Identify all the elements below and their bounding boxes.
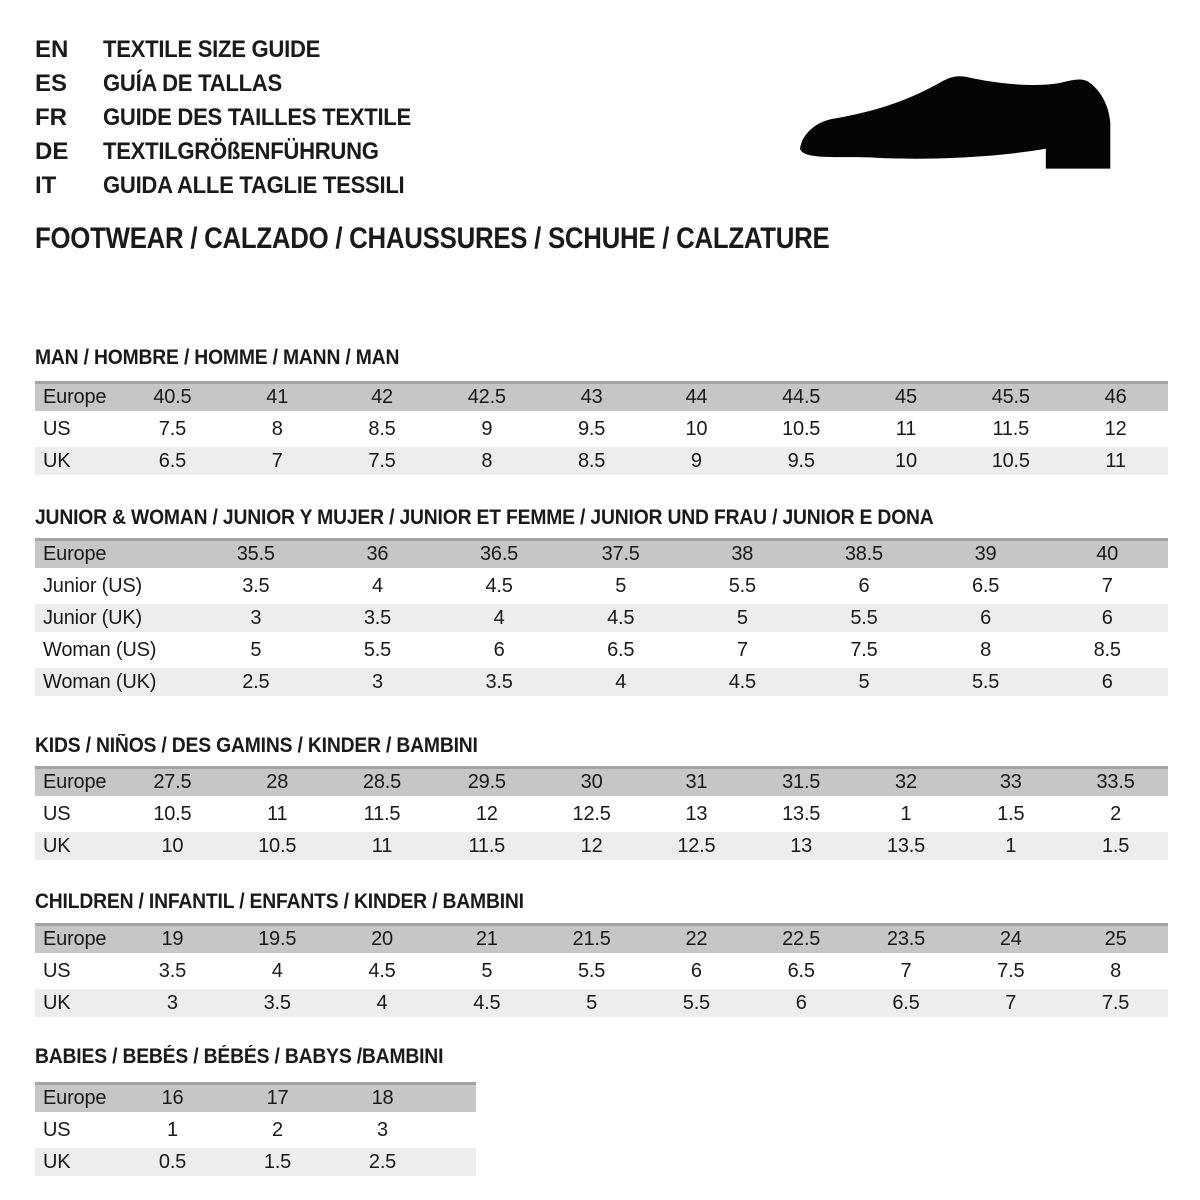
lang-code: ES [35,70,68,97]
size-value: 10.5 [258,834,297,857]
size-value: 8 [271,417,283,440]
size-value: 5 [481,959,493,982]
size-value: 45 [895,386,917,408]
size-value: 36 [366,543,389,565]
size-value: 11 [1105,449,1126,472]
size-value: 38.5 [844,543,883,565]
size-value: 37.5 [601,543,640,565]
size-value: 6 [493,638,505,661]
size-value: 6.5 [787,959,815,982]
size-value: 10 [161,834,184,857]
guide-title-de: TEXTILGRÖßENFÜHRUNG [103,138,379,165]
row-label: Europe [43,386,107,408]
size-value: 1 [900,802,912,825]
size-value: 5.5 [728,574,756,597]
size-value: 3 [166,991,178,1014]
size-value: 13.5 [886,834,926,857]
size-value: 9 [690,449,702,472]
size-value: 38 [731,543,754,565]
size-row-us [35,800,1168,828]
size-value: 7.5 [158,417,186,440]
size-value: 2 [272,1118,283,1141]
size-value: 5 [858,670,870,693]
size-value: 7 [1005,991,1017,1014]
shoe-icon [792,60,1144,192]
size-value: 6.5 [158,449,186,472]
row-label: Europe [43,771,107,793]
size-value: 22 [685,928,708,950]
size-value: 11.5 [992,417,1030,440]
size-value: 4 [615,670,627,693]
lang-row-fr [35,101,438,135]
size-value: 8 [481,449,493,472]
size-row-woman-uk [35,668,1168,696]
size-value: 27.5 [153,771,192,793]
size-value: 11.5 [468,834,506,857]
size-value: 10 [895,449,917,472]
row-label: UK [43,991,71,1014]
size-value: 1 [167,1118,178,1141]
size-value: 29.5 [467,771,506,793]
size-value: 46 [1104,386,1127,408]
language-title-block [35,33,438,203]
size-value: 12.5 [572,802,611,825]
size-value: 18 [371,1087,394,1109]
size-value: 6 [980,606,992,629]
size-value: 4 [371,574,383,597]
row-label: UK [43,1150,71,1173]
size-value: 30 [580,771,603,793]
size-row-junior-uk [35,604,1168,632]
row-label: US [43,802,71,825]
size-value: 5.5 [850,606,878,629]
size-value: 45.5 [991,386,1030,408]
size-row-junior-us [35,572,1168,600]
size-value: 22.5 [782,928,821,950]
size-value: 13 [790,834,813,857]
size-row-uk [35,447,1168,475]
size-value: 12.5 [677,834,716,857]
size-value: 4.5 [485,574,513,597]
size-value: 7 [271,449,283,472]
guide-title-fr: GUIDE DES TAILLES TEXTILE [103,104,411,131]
row-label: US [43,1118,71,1141]
size-value: 6 [1101,670,1113,693]
size-value: 10.5 [782,417,821,440]
size-row-us [35,957,1168,985]
size-value: 3.5 [242,574,270,597]
row-label: Woman (UK) [43,670,157,693]
size-value: 33 [999,771,1022,793]
size-value: 35.5 [236,543,275,565]
size-value: 17 [266,1087,289,1109]
size-value: 0.5 [158,1150,187,1173]
size-value: 7.5 [368,449,396,472]
lang-code: DE [35,138,69,165]
section-title-babies: BABIES / BEBÉS / BÉBÉS / BABYS /BAMBINI [35,1045,444,1068]
size-value: 24 [999,928,1022,950]
size-value: 3 [371,670,383,693]
size-value: 6 [1101,606,1113,629]
row-label: Europe [43,928,107,950]
size-value: 5 [736,606,748,629]
size-value: 12 [475,802,498,825]
guide-title-it: GUIDA ALLE TAGLIE TESSILI [103,172,405,199]
guide-title-es: GUÍA DE TALLAS [103,70,282,97]
row-label: UK [43,834,71,857]
size-value: 3.5 [485,670,513,693]
size-row-us [35,1116,476,1144]
size-value: 32 [895,771,917,793]
size-value: 7 [900,959,912,982]
size-table-kids [35,766,1168,860]
size-value: 5.5 [363,638,392,661]
size-value: 4.5 [607,606,635,629]
row-label: Europe [43,543,107,565]
size-table-children [35,923,1168,1017]
size-value: 33.5 [1096,771,1135,793]
row-label: US [43,417,71,440]
size-value: 11 [267,802,288,825]
size-value: 5.5 [682,991,710,1014]
size-value: 28 [266,771,289,793]
size-value: 5 [250,638,262,661]
size-value: 6.5 [892,991,920,1014]
size-value: 16 [161,1087,184,1109]
size-value: 5.5 [577,959,606,982]
size-row-europe [35,923,1168,953]
size-value: 8 [1110,959,1122,982]
row-label: Woman (US) [43,638,157,661]
size-value: 4.5 [368,959,396,982]
size-value: 1 [1005,834,1017,857]
lang-code: IT [35,172,57,199]
category-title: FOOTWEAR / CALZADO / CHAUSSURES / SCHUHE / CALZATURE [35,222,830,255]
size-value: 2.5 [242,670,270,693]
size-value: 10 [685,417,708,440]
size-value: 4 [493,606,505,629]
size-value: 3 [377,1118,388,1141]
size-value: 36.5 [479,543,519,565]
size-value: 10.5 [991,449,1030,472]
size-value: 23.5 [886,928,926,950]
size-value: 31.5 [782,771,821,793]
section-title-man: MAN / HOMBRE / HOMME / MANN / MAN [35,346,400,369]
size-row-europe [35,766,1168,796]
size-value: 13 [685,802,708,825]
size-value: 4 [271,959,283,982]
size-value: 9.5 [787,449,815,472]
size-value: 25 [1104,928,1127,950]
size-row-us [35,415,1168,443]
size-table-babies [35,1082,476,1176]
lang-row-en [35,33,438,67]
row-label: Junior (US) [43,574,142,597]
size-value: 20 [371,928,393,950]
size-value: 5 [615,574,627,597]
size-value: 2.5 [368,1150,397,1173]
size-table-junior-woman [35,538,1168,696]
size-value: 11 [371,834,393,857]
size-value: 8 [980,638,992,661]
size-value: 19 [161,928,184,950]
size-value: 1.5 [263,1150,292,1173]
size-value: 44 [685,386,708,408]
size-value: 6 [858,574,870,597]
section-title-junior-woman: JUNIOR & WOMAN / JUNIOR Y MUJER / JUNIOR ET FEMME / JUNIOR UND FRAU / JUNIOR E DONA [35,506,934,529]
size-value: 42 [371,386,393,408]
size-row-europe [35,1082,476,1112]
section-title-kids: KIDS / NIÑOS / DES GAMINS / KINDER / BAMBINI [35,734,478,757]
size-value: 4.5 [728,670,756,693]
section-title-children: CHILDREN / INFANTIL / ENFANTS / KINDER / BAMBINI [35,890,524,913]
size-value: 7.5 [1101,991,1130,1014]
size-row-uk [35,832,1168,860]
size-value: 9 [481,417,493,440]
size-value: 10.5 [153,802,192,825]
size-value: 6 [690,959,702,982]
row-label: Junior (UK) [43,606,142,629]
row-label: Europe [43,1087,107,1109]
size-value: 13.5 [782,802,821,825]
size-value: 2 [1110,802,1122,825]
size-value: 4.5 [473,991,501,1014]
lang-row-es [35,67,438,101]
size-value: 9.5 [577,417,606,440]
size-value: 11.5 [363,802,401,825]
size-value: 7 [736,638,748,661]
size-value: 12 [1104,417,1127,440]
size-value: 40.5 [153,386,192,408]
size-value: 40 [1096,543,1119,565]
size-value: 3.5 [263,991,291,1014]
size-value: 3.5 [158,959,186,982]
size-value: 8.5 [1093,638,1121,661]
size-value: 42.5 [467,386,506,408]
size-value: 6 [795,991,807,1014]
size-value: 6.5 [971,574,1000,597]
row-label: US [43,959,71,982]
size-value: 3 [250,606,262,629]
size-value: 7 [1101,574,1113,597]
size-value: 28.5 [362,771,402,793]
size-value: 7.5 [850,638,878,661]
size-row-woman-us [35,636,1168,664]
lang-row-de [35,135,438,169]
row-label: UK [43,449,71,472]
size-value: 1.5 [997,802,1025,825]
size-value: 39 [974,543,997,565]
size-value: 12 [580,834,603,857]
size-value: 5.5 [971,670,1000,693]
size-value: 21 [475,928,498,950]
size-value: 11 [895,417,917,440]
lang-code: FR [35,104,67,131]
size-value: 6.5 [607,638,635,661]
size-row-uk [35,989,1168,1017]
lang-row-it [35,169,438,203]
size-value: 4 [376,991,388,1014]
size-value: 1.5 [1101,834,1130,857]
size-value: 41 [266,386,289,408]
size-value: 8.5 [577,449,606,472]
size-value: 31 [685,771,708,793]
size-row-europe [35,381,1168,411]
size-value: 19.5 [258,928,297,950]
lang-code: EN [35,36,69,63]
guide-title-en: TEXTILE SIZE GUIDE [103,36,321,63]
size-row-europe [35,538,1168,568]
size-value: 7.5 [997,959,1025,982]
size-value: 8.5 [368,417,396,440]
size-row-uk [35,1148,476,1176]
size-table-man [35,381,1168,475]
size-value: 5 [586,991,598,1014]
size-value: 44.5 [782,386,821,408]
size-value: 3.5 [363,606,392,629]
size-value: 21.5 [572,928,611,950]
size-value: 43 [580,386,603,408]
